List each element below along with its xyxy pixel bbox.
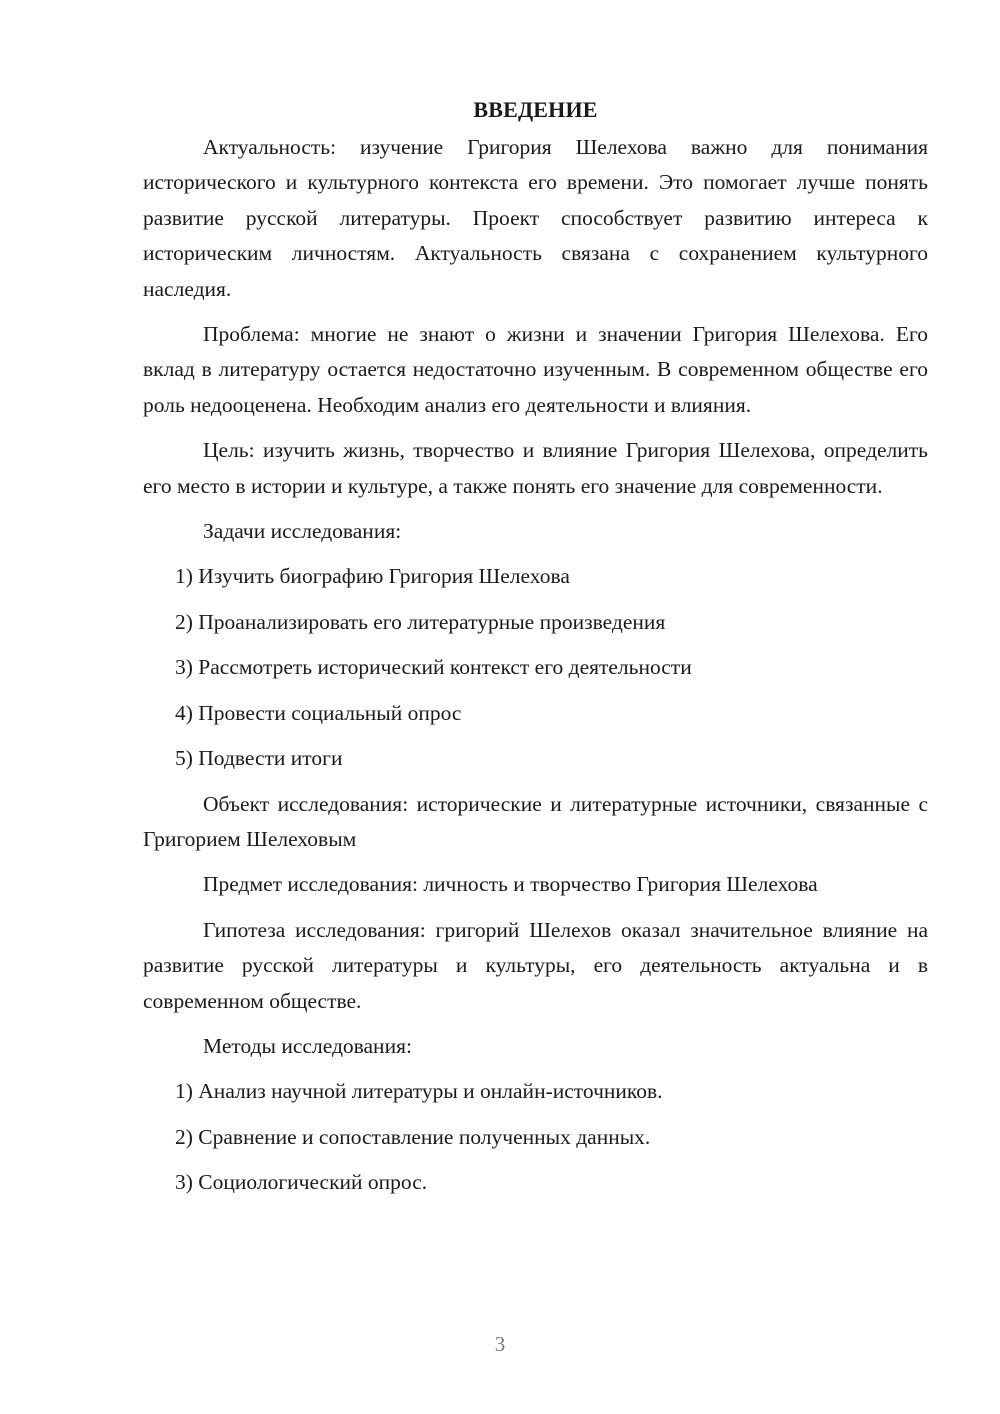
- task-item: 5) Подвести итоги: [175, 746, 343, 771]
- method-item: 1) Анализ научной литературы и онлайн-источников.: [175, 1079, 663, 1104]
- task-item: 1) Изучить биографию Григория Шелехова: [175, 564, 570, 589]
- method-item: 3) Социологический опрос.: [175, 1170, 428, 1195]
- task-item: 2) Проанализировать его литературные произведения: [175, 609, 666, 634]
- task-item: 4) Провести социальный опрос: [175, 700, 462, 725]
- problem-paragraph: Проблема: многие не знают о жизни и значении Григория Шелехова. Его вклад в литературу остается недостаточно изученным. В современном обществе его роль недооценена. Необходим анализ его деятельности и влияния.: [143, 322, 928, 417]
- page-content: [143, 92, 928, 1211]
- relevance-paragraph: Актуальность: изучение Григория Шелехова важно для понимания исторического и культурного контекста его времени. Это помогает лучше понять развитие русской литературы. Проект способствует развитию интереса к историческим личностям. Актуальность связана с сохранением культурного наследия.: [143, 135, 928, 301]
- task-item: 3) Рассмотреть исторический контекст его деятельности: [175, 655, 692, 680]
- method-item: 2) Сравнение и сопоставление полученных данных.: [175, 1124, 651, 1149]
- hypothesis-paragraph: Гипотеза исследования: григорий Шелехов оказал значительное влияние на развитие русской литературы и культуры, его деятельность актуальна и в современном обществе.: [143, 917, 928, 1013]
- object-paragraph: Объект исследования: исторические и литературные источники, связанные с Григорием Шелеховым: [143, 791, 928, 851]
- page-number: 3: [494, 1332, 506, 1356]
- methods-heading: Методы исследования:: [203, 1033, 412, 1058]
- subject-paragraph: Предмет исследования: личность и творчество Григория Шелехова: [203, 872, 818, 897]
- goal-paragraph: Цель: изучить жизнь, творчество и влияние Григория Шелехова, определить его место в истории и культуре, а также понять его значение для современности.: [143, 438, 928, 498]
- page-title: ВВЕДЕНИЕ: [473, 97, 598, 122]
- tasks-heading: Задачи исследования:: [203, 519, 402, 544]
